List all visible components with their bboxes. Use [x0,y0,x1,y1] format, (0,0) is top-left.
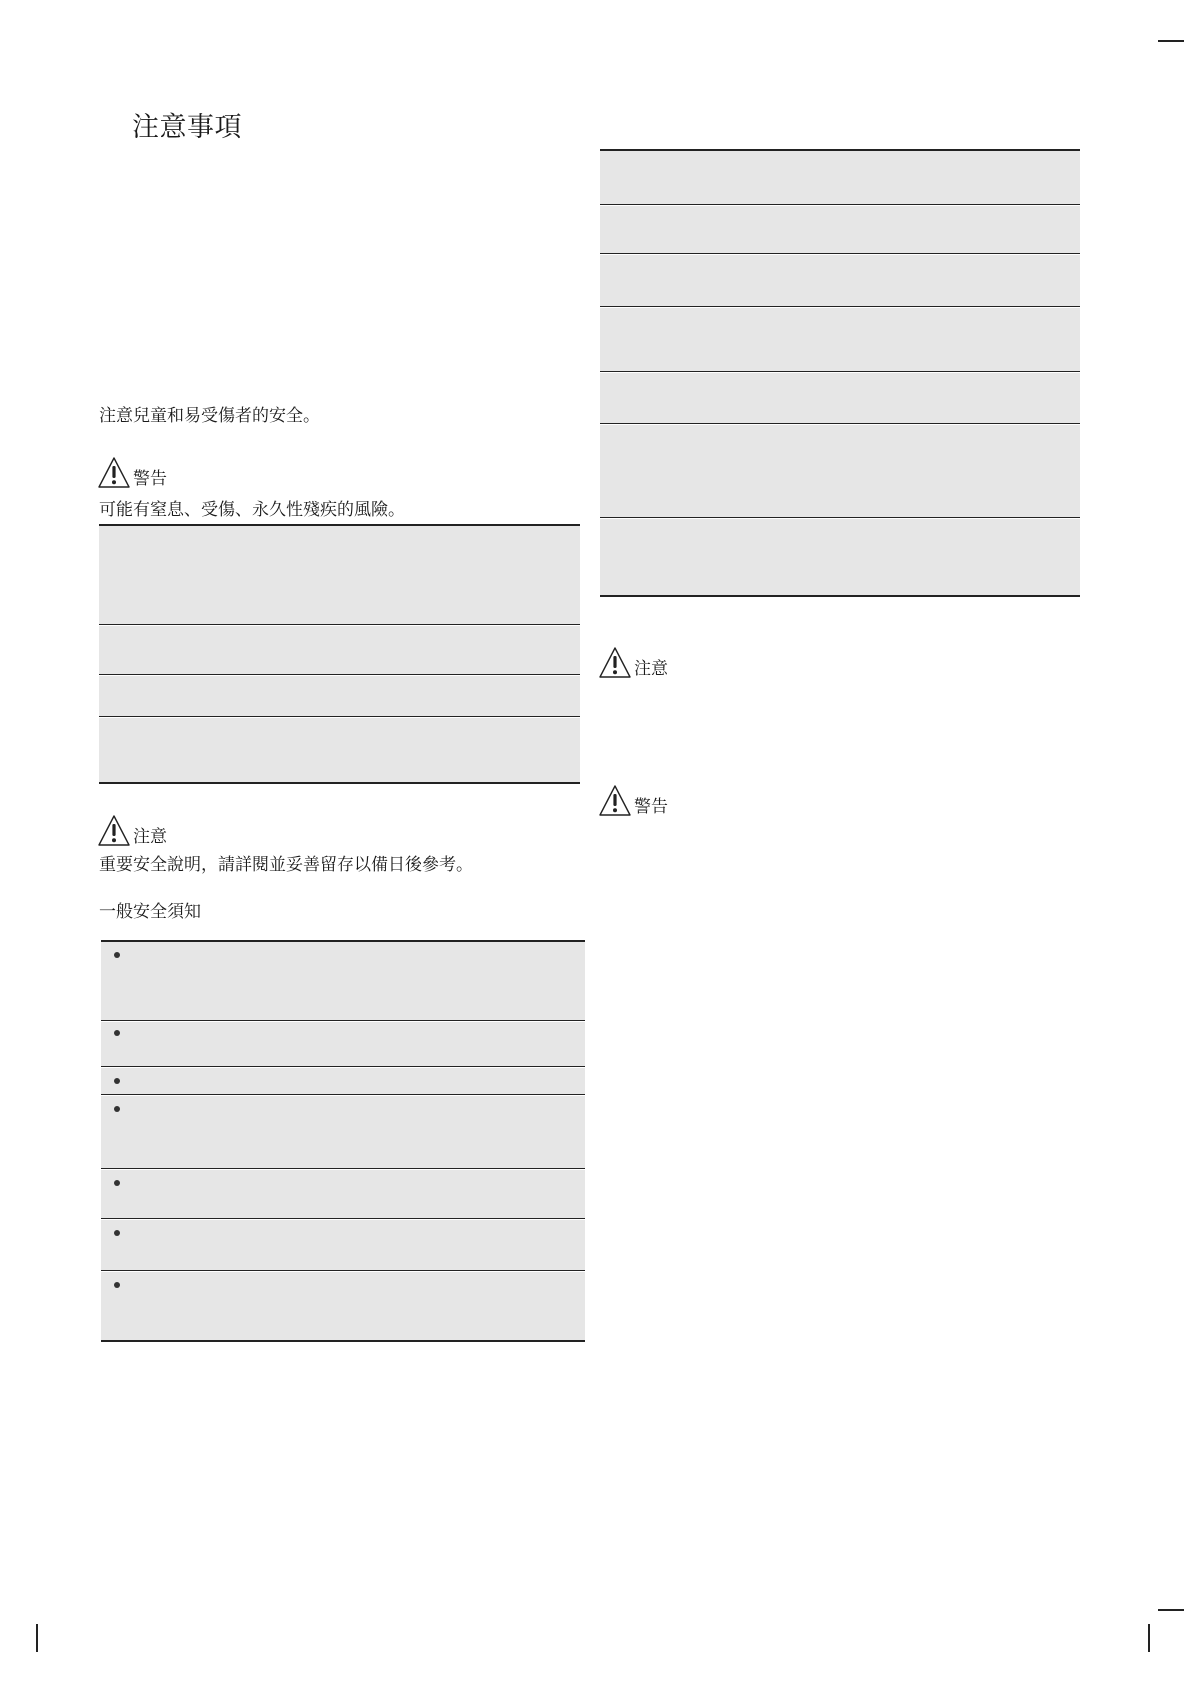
right-warning-heading [598,784,668,818]
left-warning-label: 警告 [133,469,167,489]
general-row-1 [101,942,585,1020]
right-table-bottom-rule [600,595,1080,597]
bullet-1 [114,952,120,958]
warning-triangle-icon [598,646,632,680]
bullet-6 [114,1230,120,1236]
left-warning-table-bottom-rule [99,782,580,784]
warning-triangle-icon [97,456,131,490]
left-warning-row-3 [99,676,580,716]
crop-mark-top-right [1158,40,1184,42]
general-rule-2 [101,1066,585,1067]
bullet-4 [114,1106,120,1112]
left-caution-heading [97,814,167,848]
right-row-2 [600,206,1080,253]
right-row-1 [600,151,1080,204]
right-row-7 [600,519,1080,595]
general-rule-4 [101,1168,585,1169]
general-row-2 [101,1022,585,1066]
general-row-4 [101,1096,585,1168]
right-caution-heading [598,646,668,680]
left-warning-rule-3 [99,716,580,717]
page-title: 注意事項 [132,112,242,143]
general-rule-5 [101,1218,585,1219]
left-warning-heading [97,456,167,490]
left-warning-row-1 [99,526,580,624]
right-row-5 [600,373,1080,423]
left-warning-rule-1 [99,624,580,625]
crop-mark-bottom-right-v [1148,1624,1150,1652]
general-rule-3 [101,1094,585,1095]
right-rule-5 [600,423,1080,424]
right-rule-1 [600,204,1080,205]
left-warning-text: 可能有窒息、受傷、永久性殘疾的風險。 [99,500,405,520]
general-rule-6 [101,1270,585,1271]
right-row-4 [600,308,1080,371]
right-rule-6 [600,517,1080,518]
left-caution-text: 重要安全說明，請詳閱並妥善留存以備日後參考。 [99,855,473,875]
bullet-7 [114,1282,120,1288]
intro-text: 注意兒童和易受傷者的安全。 [99,406,320,426]
right-caution-label: 注意 [634,659,668,679]
right-rule-2 [600,253,1080,254]
left-warning-row-4 [99,718,580,782]
right-warning-label: 警告 [634,797,668,817]
general-table-bottom-rule [101,1340,585,1342]
left-caution-label: 注意 [133,827,167,847]
crop-mark-bottom-right-h [1158,1609,1184,1611]
left-warning-row-2 [99,626,580,674]
warning-triangle-icon [598,784,632,818]
bullet-2 [114,1030,120,1036]
right-row-6 [600,425,1080,517]
crop-mark-bottom-left-v [36,1624,38,1652]
general-row-6 [101,1220,585,1270]
right-row-3 [600,255,1080,306]
general-row-7 [101,1272,585,1340]
bullet-5 [114,1180,120,1186]
right-rule-3 [600,306,1080,307]
general-row-3 [101,1068,585,1094]
general-safety-heading: 一般安全須知 [99,902,201,922]
warning-triangle-icon [97,814,131,848]
left-warning-rule-2 [99,674,580,675]
right-rule-4 [600,371,1080,372]
general-rule-1 [101,1020,585,1021]
bullet-3 [114,1078,120,1084]
general-row-5 [101,1170,585,1218]
